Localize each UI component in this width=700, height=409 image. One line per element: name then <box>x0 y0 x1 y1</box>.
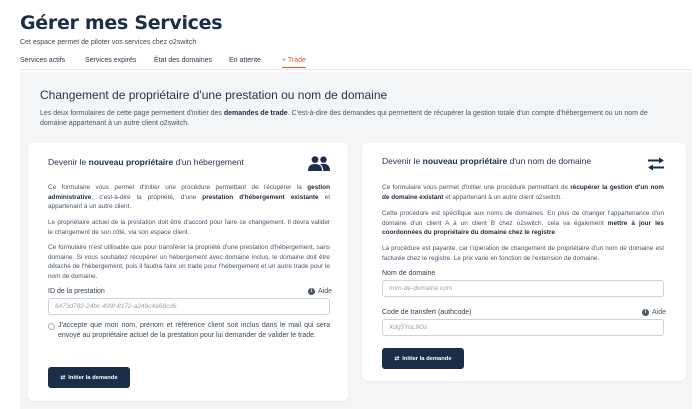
users-icon <box>308 156 330 171</box>
transfer-arrows-icon <box>647 157 665 171</box>
domain-card-title: Devenir le nouveau propriétaire d'un nom de domaine <box>382 156 592 166</box>
section-description: Les deux formulaires de cette page permettent d'initier des demandes de trade. C'est-à-dire des demandes qui permettent de récupérer la gestion totale d'un compte d'hébergement ou un nom de domaine appartenant à un autre client o2switch. <box>40 110 648 127</box>
authcode-label: Code de transfert (authcode) <box>382 309 472 316</box>
authcode-input[interactable] <box>382 319 664 336</box>
info-icon: i <box>642 309 649 316</box>
hosting-intro-text: Ce formulaire vous permet d'initier une procédure permettant de récupérer la gestion administrative, c'est-à-dire la propriété, d'une prestation d'hébergement existante et appartenant à un autre client. <box>48 184 330 210</box>
tab-en-attente[interactable]: En attente <box>229 57 261 64</box>
domain-name-label: Nom de domaine <box>382 270 436 277</box>
tab-services-actifs[interactable]: Services actifs <box>20 57 66 64</box>
prestation-id-help[interactable]: i Aide <box>308 288 332 295</box>
hosting-initiate-button[interactable]: ⇄ Initier la demande <box>48 367 130 388</box>
main-content <box>20 72 692 409</box>
info-icon: i <box>308 288 315 295</box>
tab-bar <box>20 57 692 70</box>
domain-initiate-button[interactable]: ⇄ Initier la demande <box>382 348 464 369</box>
tab-services-expires[interactable]: Services expirés <box>85 57 137 64</box>
domain-trade-card <box>362 143 686 381</box>
domain-intro-text: Ce formulaire vous permet d'initier une procédure permettant de récupérer la gestion d'un nom de domaine existant et appartenant à un autre client o2switch. <box>382 184 664 201</box>
page-title: Gérer mes Services <box>20 12 223 34</box>
authcode-help[interactable]: i Aide <box>642 309 666 316</box>
prestation-id-input[interactable] <box>48 298 330 315</box>
hosting-limitation-text: Ce formulaire n'est utilisable que pour transférer la propriété d'une prestation d'hébergement, sans domaine. Si vous souhaitez récupérer un hébergement avec domaine inclus, le domaine doit être détaché de l'hébergement, puis il faudra faire un trade pour l'hébergement et un autre trade pour le nom de domaine. <box>48 244 330 280</box>
tab-trade[interactable]: + Trade <box>282 57 306 68</box>
domain-pricing-text: La procédure est payante, car l'opération de changement de propriétaire d'un nom de domaine est facturée chez le registre. Le prix varie en fonction de l'extension de domaine. <box>382 245 664 262</box>
accept-consent-text: J'accepte que mon nom, prénom et référence client soit inclus dans le mail qui sera envoyé au propriétaire actuel de la prestation pour lui demander de valider le trade. <box>58 322 330 339</box>
page-subtitle: Cet espace permet de piloter vos services chez o2switch <box>20 39 197 46</box>
hosting-card-title: Devenir le nouveau propriétaire d'un hébergement <box>48 157 244 167</box>
hosting-trade-card <box>28 143 348 401</box>
section-title: Changement de propriétaire d'une prestation ou nom de domaine <box>40 88 388 102</box>
hosting-owner-text: Le propriétaire actuel de la prestation doit être d'accord pour faire ce changement. Il devra valider le changement de son côté, via son espace client. <box>48 219 330 236</box>
accept-consent-radio[interactable] <box>48 323 55 330</box>
domain-name-input[interactable] <box>382 280 664 297</box>
prestation-id-label: ID de la prestation <box>48 288 105 295</box>
swap-icon: ⇄ <box>394 355 400 362</box>
tab-etat-domaines[interactable]: État des domaines <box>154 57 212 64</box>
page-header <box>0 0 700 72</box>
domain-specific-text: Cette procédure est spécifique aux noms de domaines. En plus de changer l'appartenance d'un domaine d'un client A à un client B chez o2switch, cela va également mettre à jour les coordonnées du propriétaire du domaine chez le registre. <box>382 210 664 236</box>
swap-icon: ⇄ <box>60 374 66 381</box>
